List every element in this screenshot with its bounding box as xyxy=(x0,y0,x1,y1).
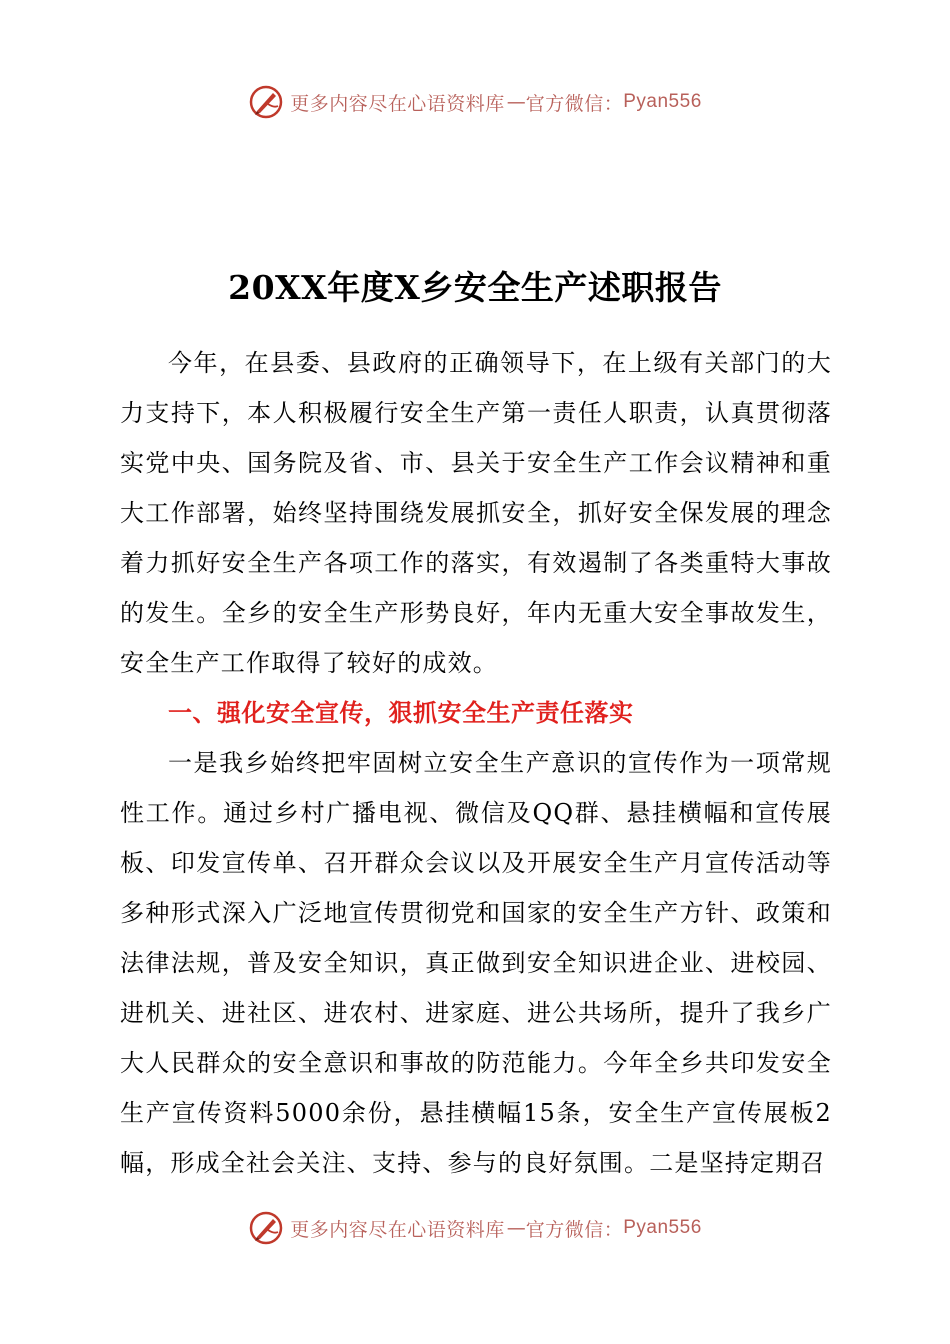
document-title: 20XX年度X乡安全生产述职报告 xyxy=(228,268,722,307)
document-body xyxy=(120,338,832,1188)
watermark-handle: Pyan556 xyxy=(623,1217,702,1238)
pen-logo-icon xyxy=(248,1210,284,1246)
footer-watermark xyxy=(0,1208,950,1248)
section-heading: 一、强化安全宣传，狠抓安全生产责任落实 xyxy=(168,699,634,727)
watermark-label: 官方微信： xyxy=(525,92,624,115)
watermark-brand: 更多内容尽在心语资料库 xyxy=(290,92,505,115)
watermark-brand: 更多内容尽在心语资料库 xyxy=(290,1218,505,1241)
pen-logo-icon xyxy=(248,84,284,120)
watermark-separator: — xyxy=(506,1217,524,1239)
watermark-separator: — xyxy=(506,91,524,113)
watermark-label: 官方微信： xyxy=(525,1218,624,1241)
intro-paragraph: 今年，在县委、县政府的正确领导下，在上级有关部门的大力支持下，本人积极履行安全生产第一责任人职责，认真贯彻落实党中央、国务院及省、市、县关于安全生产工作会议精神和重大工作部署，始终坚持围绕发展抓安全，抓好安全保发展的理念着力抓好安全生产各项工作的落实，有效遏制了各类重特大事故的发生。全乡的安全生产形势良好，年内无重大安全事故发生，安全生产工作取得了较好的成效。 xyxy=(120,349,832,677)
header-watermark xyxy=(0,82,950,122)
section-paragraph: 一是我乡始终把牢固树立安全生产意识的宣传作为一项常规性工作。通过乡村广播电视、微信及QQ群、悬挂横幅和宣传展板、印发宣传单、召开群众会议以及开展安全生产月宣传活动等多种形式深入广泛地宣传贯彻党和国家的安全生产方针、政策和法律法规，普及安全知识，真正做到安全知识进企业、进校园、进机关、进社区、进农村、进家庭、进公共场所，提升了我乡广大人民群众的安全意识和事故的防范能力。今年全乡共印发安全生产宣传资料5000余份，悬挂横幅15条，安全生产宣传展板2幅，形成全社会关注、支持、参与的良好氛围。二是坚持定期召 xyxy=(120,749,832,1177)
watermark-handle: Pyan556 xyxy=(623,91,702,112)
